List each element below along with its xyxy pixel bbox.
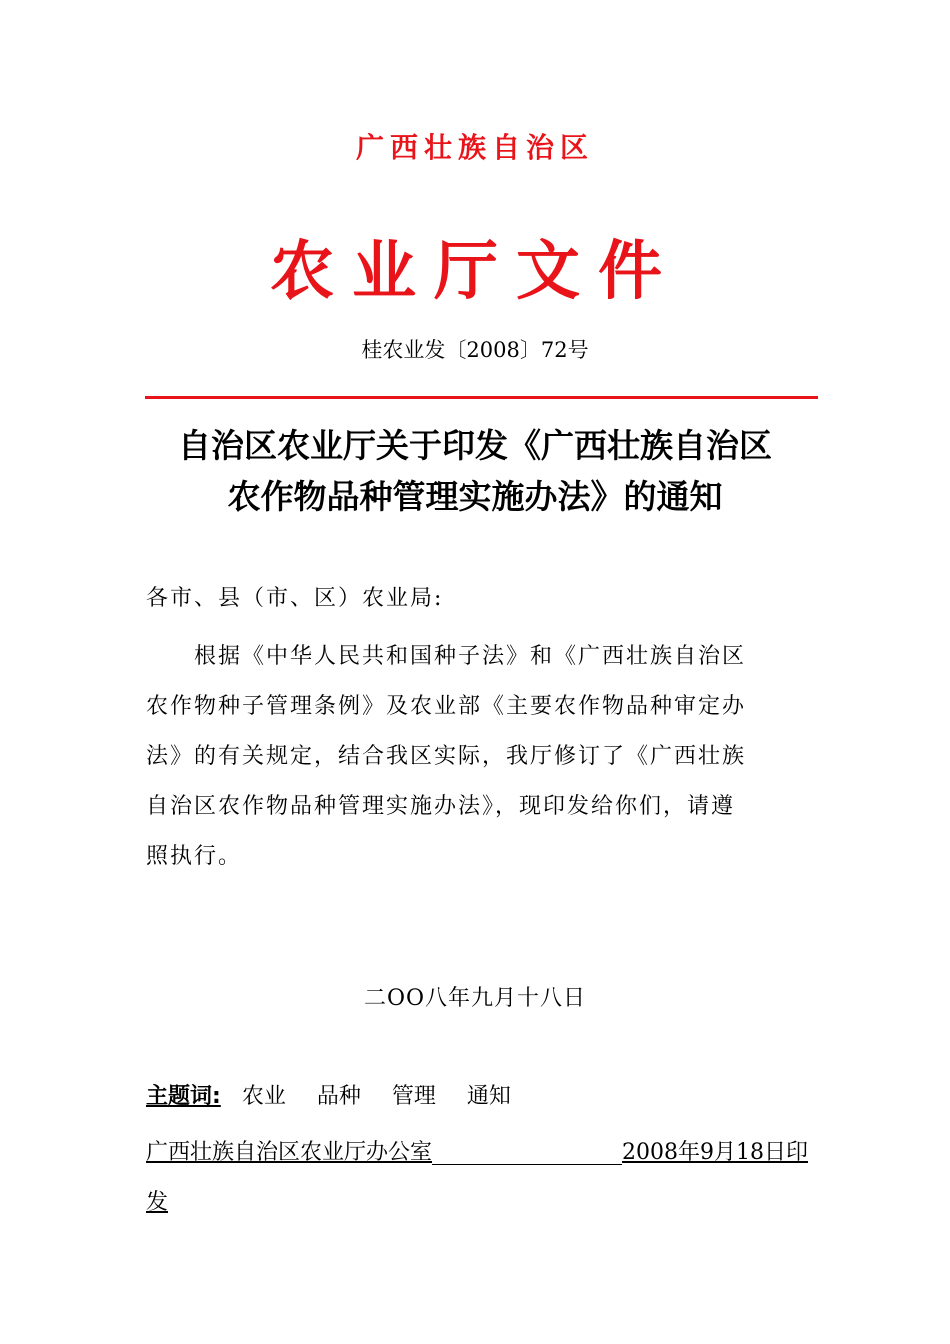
footer-line [146, 1128, 808, 1178]
keyword-item: 通知 [466, 1084, 511, 1109]
issuer-heading: 广西壮族自治区 [355, 131, 594, 164]
keyword-item: 品种 [316, 1084, 361, 1109]
body-line: 法》的有关规定，结合我区实际，我厅修订了《广西壮族 [146, 744, 747, 769]
issuance-footer [146, 1128, 808, 1228]
body-line: 根据《中华人民共和国种子法》和《广西壮族自治区 [194, 644, 747, 669]
title-line-1: 自治区农业厅关于印发《广西壮族自治区 [178, 426, 772, 465]
keyword-item: 农业 [241, 1084, 286, 1109]
document-number: 桂农业发〔2008〕72号 [361, 338, 589, 362]
footer-underline-gap [432, 1128, 622, 1165]
issued-date: 2008年9月18日印 [622, 1140, 808, 1165]
body-paragraph [146, 632, 808, 882]
signing-date: 二OO八年九月十八日 [363, 986, 587, 1011]
red-separator-line [145, 396, 818, 399]
keywords-label: 主题词: [146, 1084, 221, 1109]
issuing-office: 广西壮族自治区农业厅办公室 [146, 1140, 433, 1165]
keyword-item: 管理 [391, 1084, 436, 1109]
document-type-heading: 农业厅文件 [270, 234, 680, 309]
body-line: 农作物种子管理条例》及农业部《主要农作物品种审定办 [146, 694, 747, 719]
title-line-2: 农作物品种管理实施办法》的通知 [227, 477, 723, 516]
document-title [0, 420, 950, 522]
issued-tail: 发 [146, 1190, 169, 1215]
body-line: 照执行。 [146, 844, 243, 869]
body-line: 自治区农作物品种管理实施办法》，现印发给你们，请遵 [146, 794, 736, 819]
salutation: 各市、县（市、区）农业局: [146, 586, 444, 611]
subject-keywords [146, 1080, 511, 1114]
